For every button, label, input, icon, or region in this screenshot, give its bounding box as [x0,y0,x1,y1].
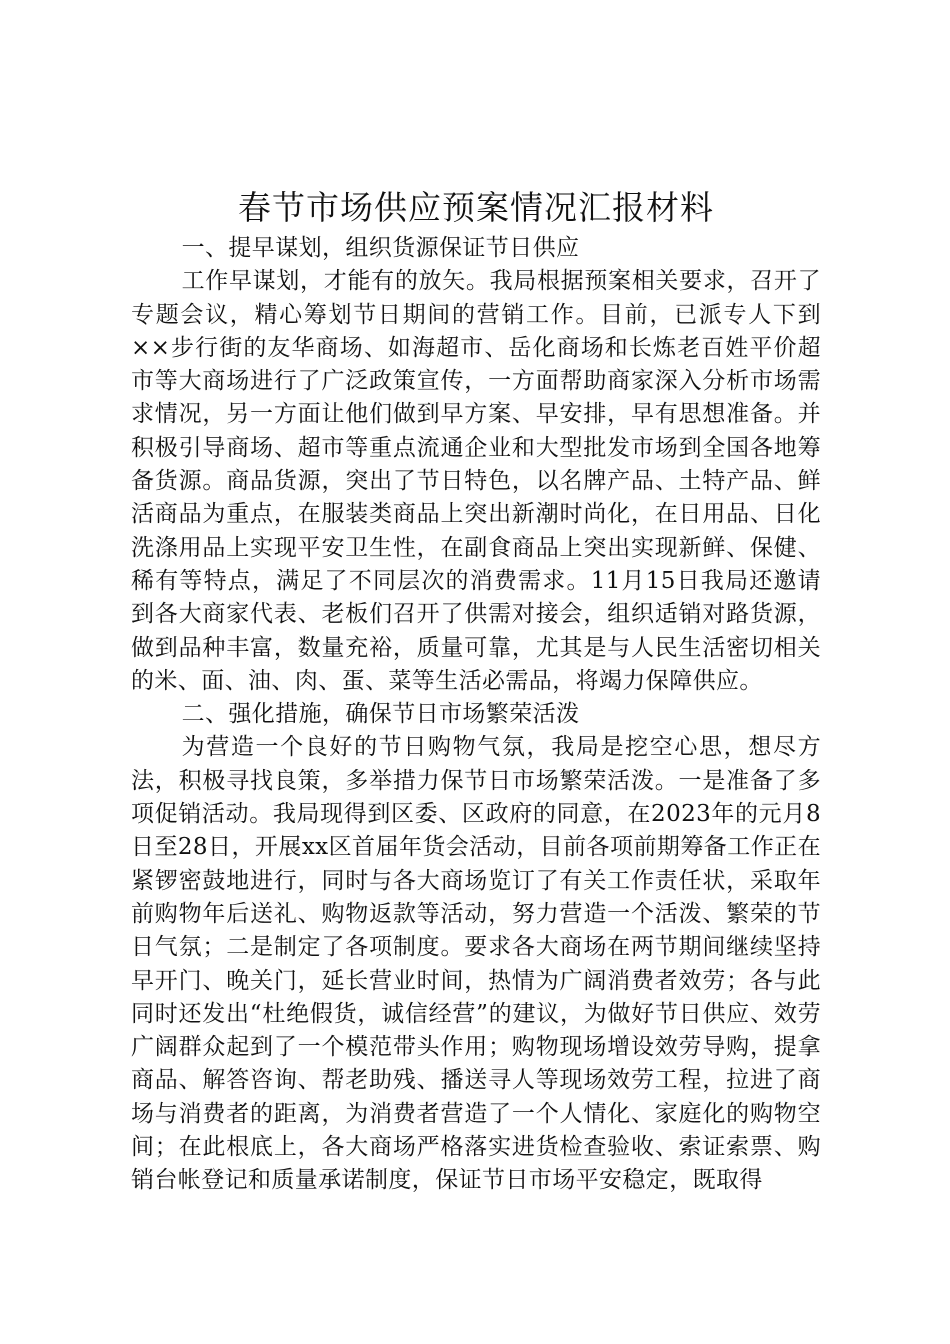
section-heading-2: 二、强化措施，确保节日市场繁荣活泼 [181,701,580,728]
section-heading-1: 一、提早谋划，组织货源保证节日供应 [181,235,580,261]
section-body-1: 工作早谋划，才能有的放矢。我局根据预案相关要求，召开了专题会议，精心筹划节日期间的营销工作。目前，已派专人下到××步行街的友华商场、如海超市、岳化商场和长炼老百姓平价超市等大商场进行了广泛政策宣传，一方面帮助商家深入分析市场需求情况，另一方面让他们做到早方案、早安排，早有思想准备。并积极引导商场、超市等重点流通企业和大型批发市场到全国各地筹备货源。商品货源，突出了节日特色，以名牌产品、土特产品、鲜活商品为重点，在服装类商品上突出新潮时尚化，在日用品、日化洗涤用品上实现平安卫生性，在副食商品上突出实现新鲜、保健、稀有等特点，满足了不同层次的消费需求。11月15日我局还邀请到各大商家代表、老板们召开了供需对接会，组织适销对路货源，做到品种丰富，数量充裕，质量可靠，尤其是与人民生活密切相关的米、面、油、肉、蛋、菜等生活必需品，将竭力保障供应。 [131,268,821,694]
section-body-2: 为营造一个良好的节日购物气氛，我局是挖空心思，想尽方法，积极寻找良策，多举措力保节日市场繁荣活泼。一是准备了多项促销活动。我局现得到区委、区政府的同意，在2023年的元月8日至28日，开展xx区首届年货会活动，目前各项前期筹备工作正在紧锣密鼓地进行，同时与各大商场览订了有关工作责任状，采取年前购物年后送礼、购物返款等活动，努力营造一个活泼、繁荣的节日气氛；二是制定了各项制度。要求各大商场在两节期间继续坚持早开门、晚关门，延长营业时间，热情为广阔消费者效劳；各与此同时还发出“杜绝假货，诚信经营”的建议，为做好节日供应、效劳广阔群众起到了一个模范带头作用；购物现场增设效劳导购，提拿商品、解答咨询、帮老助残、播送寻人等现场效劳工程，拉进了商场与消费者的距离，为消费者营造了一个人情化、家庭化的购物空间；在此根底上，各大商场严格落实进货检查验收、索证索票、购销台帐登记和质量承诺制度，保证节日市场平安稳定，既取得 [131,734,821,1194]
document-title: 春节市场供应预案情况汇报材料 [238,188,714,227]
document-page [131,182,821,1198]
